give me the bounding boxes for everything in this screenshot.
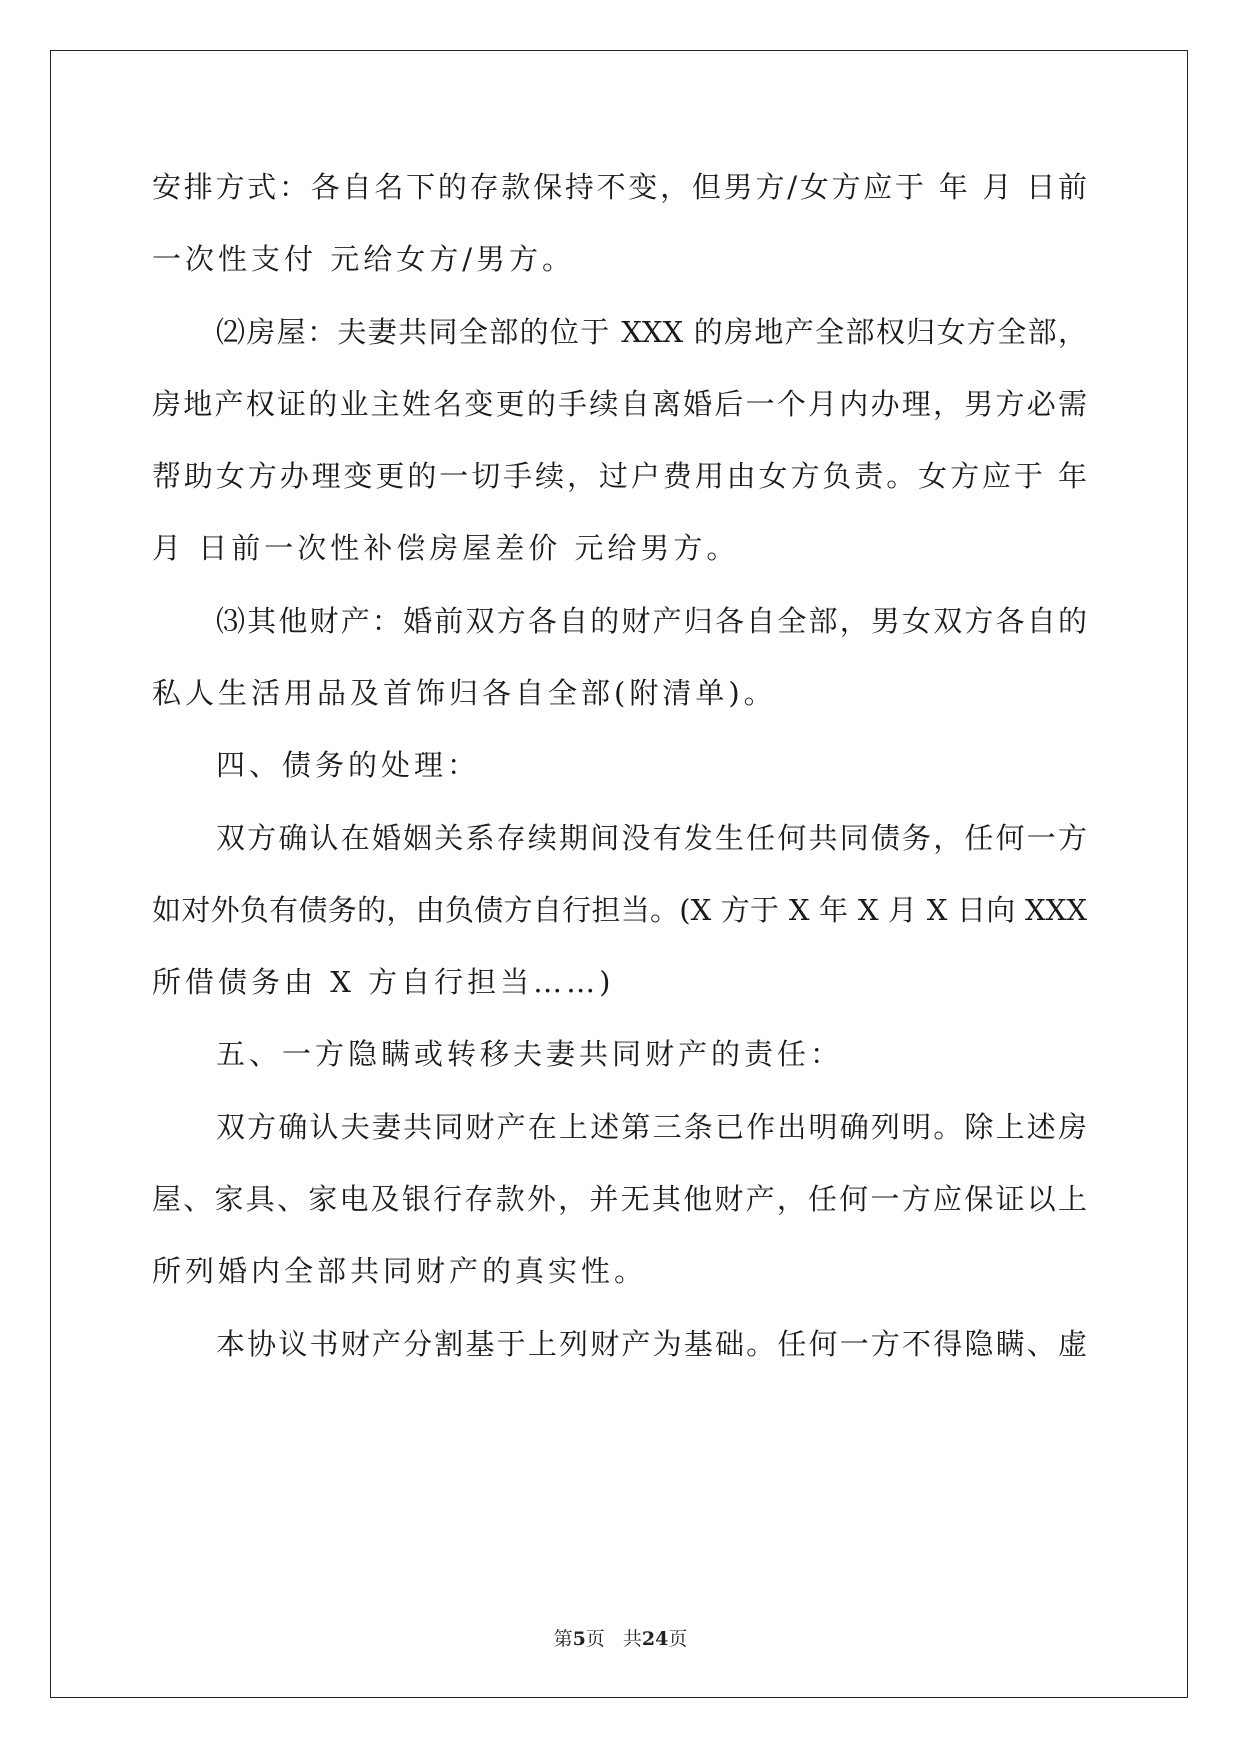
text-line: 月 日前一次性补偿房屋差价 元给男方。 [152,531,740,565]
text-line: 双方确认夫妻共同财产在上述第三条已作出明确列明。除上述房 [216,1110,1087,1144]
text-line: ⑵房屋：夫妻共同全部的位于 XXX 的房地产全部权归女方全部， [216,315,1087,349]
text-line: 所列婚内全部共同财产的真实性。 [152,1254,648,1288]
section-heading: 五、一方隐瞒或转移夫妻共同财产的责任： [216,1037,844,1071]
text-line: 安排方式：各自名下的存款保持不变，但男方/女方应于 年 月 日前 [152,170,1087,204]
page-border [50,50,1188,1698]
text-line: 如对外负有债务的，由负债方自行担当。(X 方于 X 年 X 月 X 日向 XXX [152,893,1087,927]
section-heading: 四、债务的处理： [216,748,481,782]
text-line: 双方确认在婚姻关系存续期间没有发生任何共同债务，任何一方 [216,821,1087,855]
text-line: 房地产权证的业主姓名变更的手续自离婚后一个月内办理，男方必需 [152,387,1087,421]
text-line: 私人生活用品及首饰归各自全部(附清单)。 [152,676,777,710]
page-footer [0,1624,1241,1651]
current-page-number: 5 [572,1628,586,1650]
text-line: 所借债务由 X 方自行担当……) [152,965,615,999]
text-line: 一次性支付 元给女方/男方。 [152,242,575,276]
text-line: ⑶其他财产：婚前双方各自的财产归各自全部，男女双方各自的 [216,604,1087,638]
text-line: 帮助女方办理变更的一切手续，过户费用由女方负责。女方应于 年 [152,459,1087,493]
footer-total-suffix: 页 [668,1628,688,1650]
total-page-count: 24 [641,1628,669,1650]
text-line: 屋、家具、家电及银行存款外，并无其他财产，任何一方应保证以上 [152,1182,1087,1216]
footer-total-prefix: 共 [622,1628,642,1650]
footer-page-suffix: 页 [585,1628,605,1650]
text-line: 本协议书财产分割基于上列财产为基础。任何一方不得隐瞒、虚 [216,1327,1087,1361]
footer-prefix: 第 [553,1628,573,1650]
